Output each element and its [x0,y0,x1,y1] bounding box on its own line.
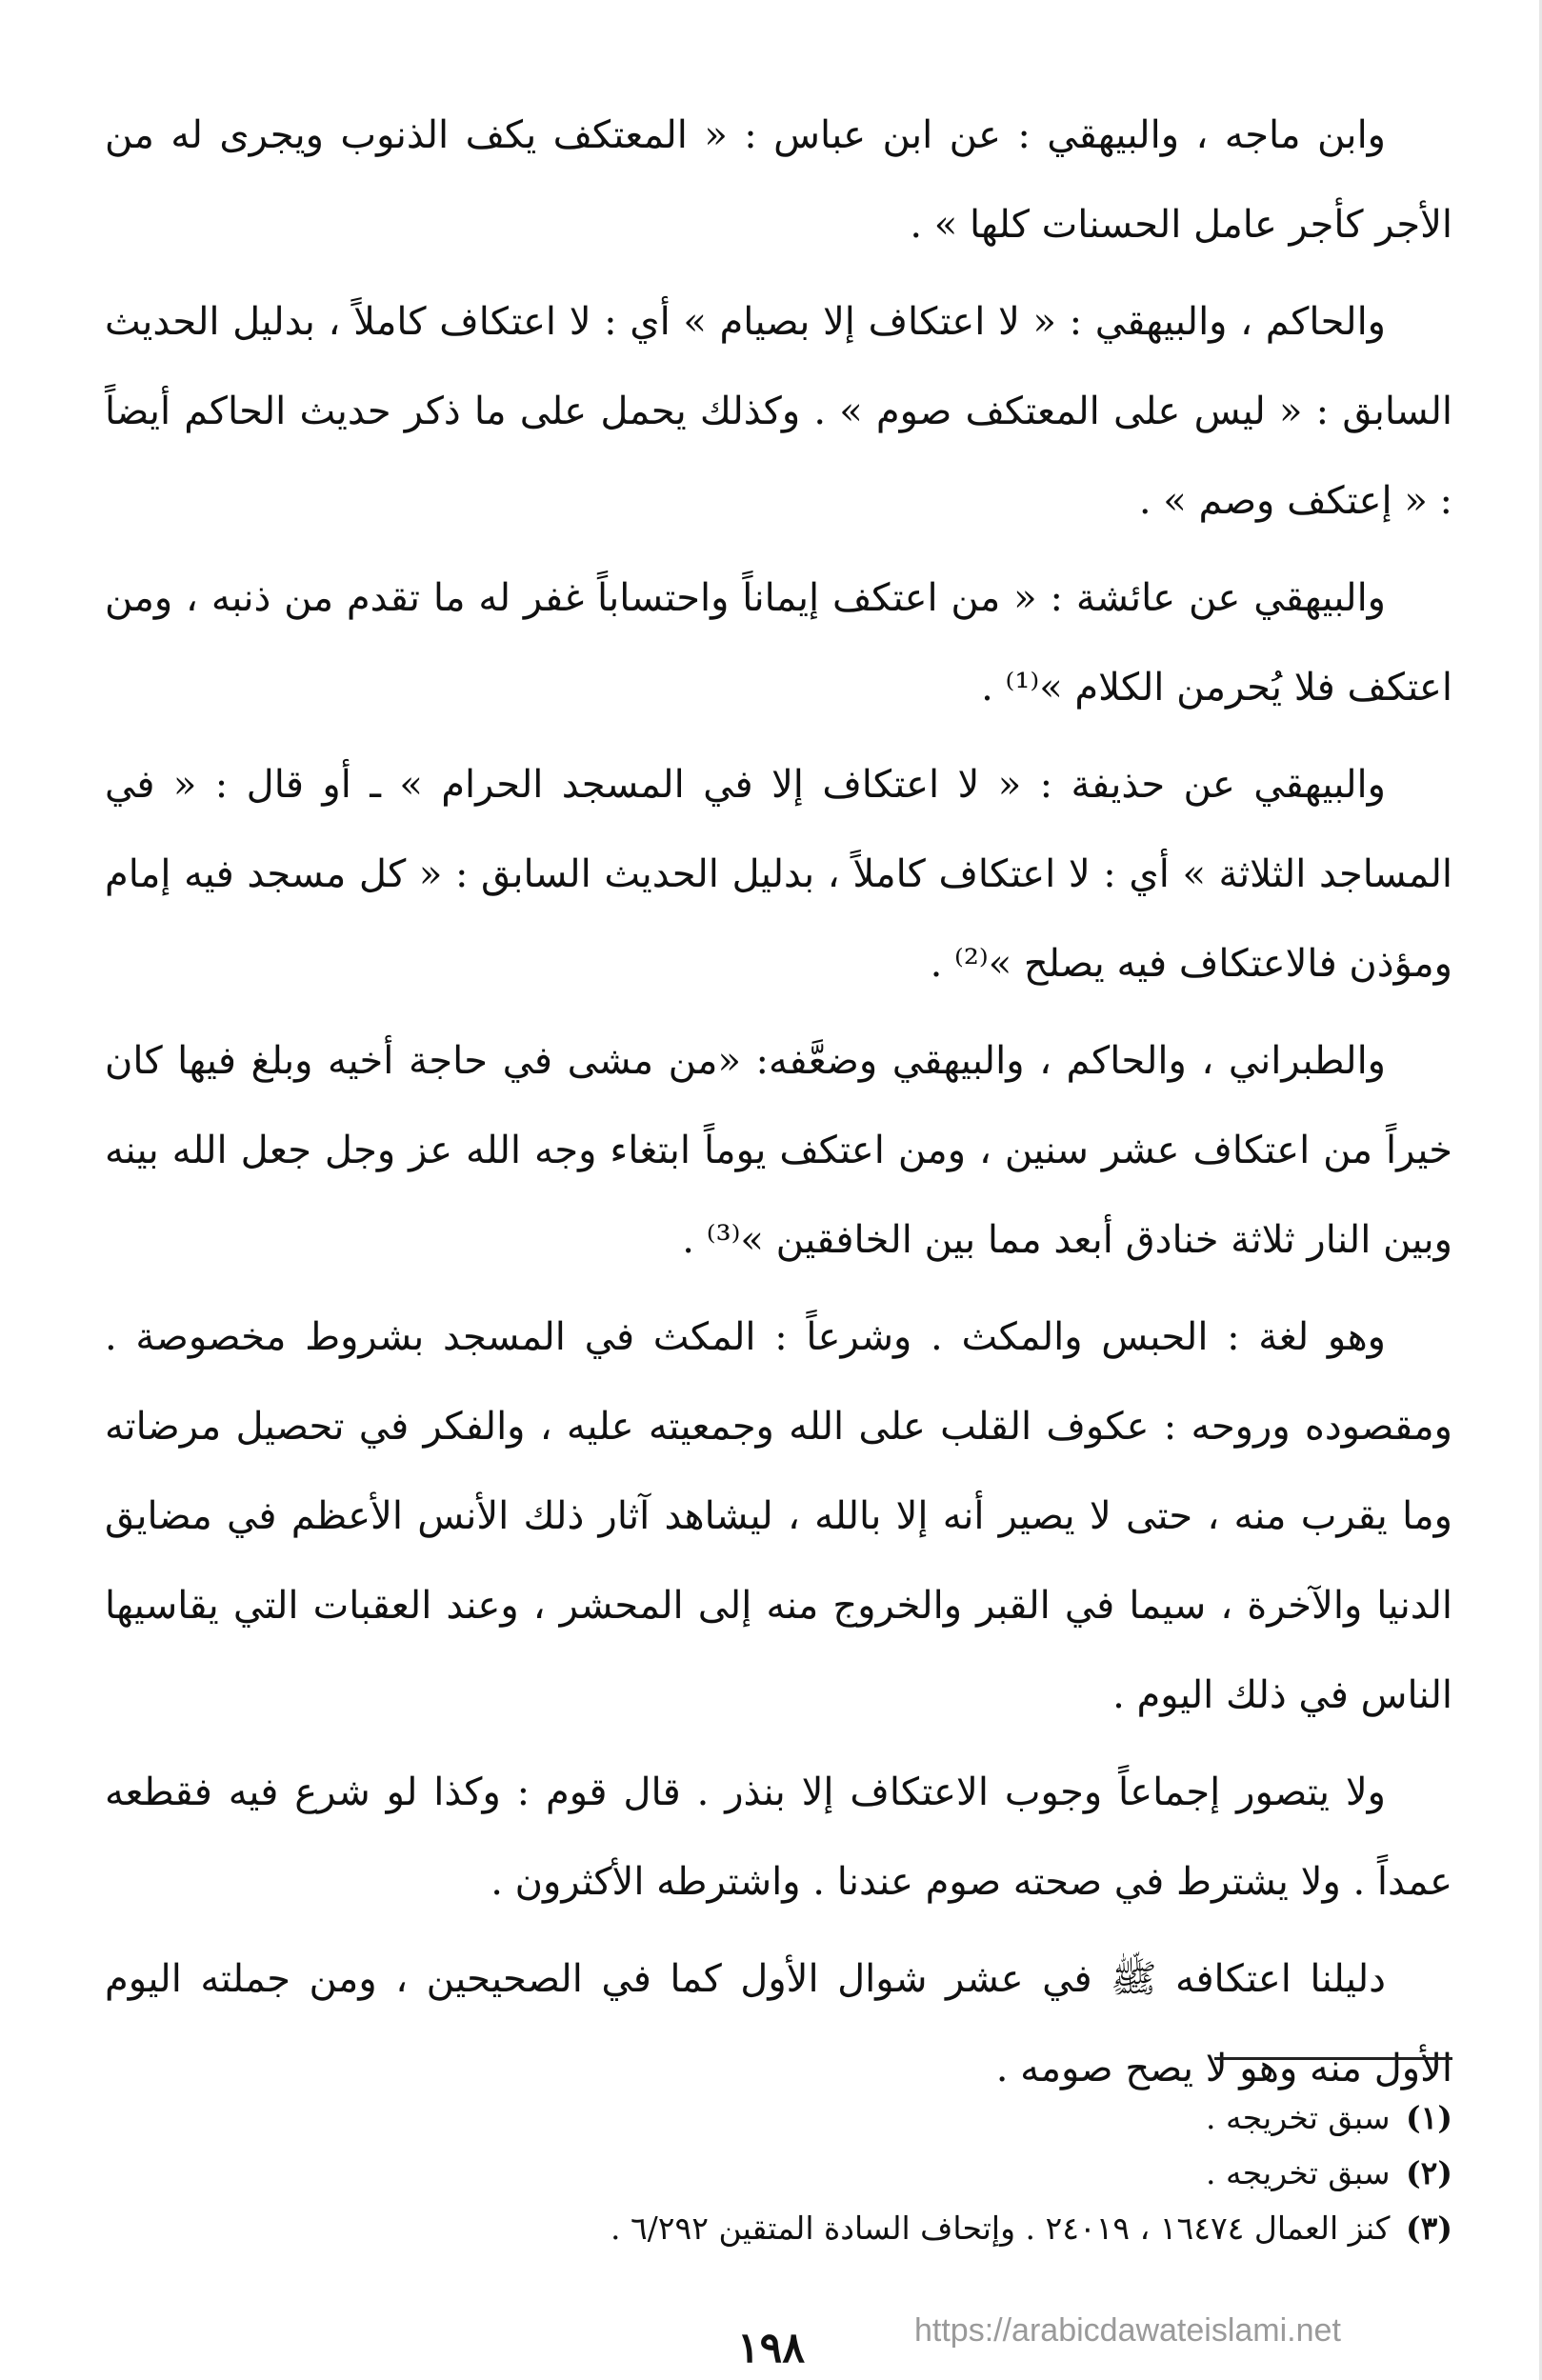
footnote-number: (٢) [1406,2154,1452,2191]
paragraph [105,553,1452,732]
paragraph-text: والحاكم ، والبيهقي : « لا اعتكاف إلا بصيام » أي : لا اعتكاف كاملاً ، بدليل الحديث السابق : « ليس على المعتكف صوم » . وكذلك يحمل على ما ذكر حديث الحاكم أيضاً : « إعتكف وصم » . [105,300,1452,523]
paragraph [105,277,1452,546]
footnote [286,2201,1452,2256]
paragraph [105,1748,1452,1927]
footnote-divider [1214,2057,1452,2060]
paragraph-text: دليلنا اعتكافه ﷺ في عشر شوال الأول كما في الصحيحين ، ومن جملته اليوم الأول منه وهو لا يصح صومه . [105,1957,1452,2090]
footnote-text: كنز العمال ١٦٤٧٤ ، ٢٤٠١٩ . وإتحاف السادة المتقين ٦/٢٩٢ . [610,2210,1391,2247]
footnote [286,2146,1452,2201]
footnotes [286,2090,1452,2256]
watermark-url: https://arabicdawateislami.net [914,2312,1341,2349]
paragraph-text: ولا يتصور إجماعاً وجوب الاعتكاف إلا بنذر . قال قوم : وكذا لو شرع فيه فقطعه عمداً . ولا يشترط في صحته صوم عندنا . واشترطه الأكثرون . [105,1770,1452,1904]
footnote [286,2090,1452,2146]
paragraph [105,1934,1452,2113]
paragraph-text: والبيهقي عن عائشة : « من اعتكف إيماناً واحتساباً غفر له ما تقدم من ذنبه ، ومن اعتكف فلا يُحرمن الكلام »⁽¹⁾ . [105,576,1452,710]
page-number: ١٩٨ [737,2324,805,2372]
main-text [105,90,1452,2121]
paragraph-text: والبيهقي عن حذيفة : « لا اعتكاف إلا في المسجد الحرام » ـ أو قال : « في المساجد الثلاثة » أي : لا اعتكاف كاملاً ، بدليل الحديث السابق : « كل مسجد فيه إمام ومؤذن فالاعتكاف فيه يصلح »⁽²⁾ . [105,763,1453,986]
paragraph [105,1016,1452,1285]
paragraph [105,90,1452,270]
footnote-text: سبق تخريجه . [1206,2154,1391,2191]
footnote-number: (٣) [1406,2210,1452,2247]
paragraph-text: وابن ماجه ، والبيهقي : عن ابن عباس : « المعتكف يكف الذنوب ويجرى له من الأجر كأجر عامل الحسنات كلها » . [105,113,1452,247]
paragraph [105,740,1452,1009]
footnote-text: سبق تخريجه . [1206,2099,1391,2136]
paragraph [105,1292,1452,1740]
footnote-number: (١) [1406,2099,1452,2136]
paragraph-text: والطبراني ، والحاكم ، والبيهقي وضعَّفه: «من مشى في حاجة أخيه وبلغ فيها كان خيراً من اعتكاف عشر سنين ، ومن اعتكف يوماً ابتغاء وجه الله عز وجل جعل الله بينه وبين النار ثلاثة خنادق أبعد مما بين الخافقين »⁽³⁾ . [105,1039,1452,1262]
paragraph-text: وهو لغة : الحبس والمكث . وشرعاً : المكث في المسجد بشروط مخصوصة . ومقصوده وروحه : عكوف القلب على الله وجمعيته عليه ، والفكر في تحصيل مرضاته وما يقرب منه ، حتى لا يصير أنه إلا بالله ، ليشاهد آثار ذلك الأنس الأعظم في مضايق الدنيا والآخرة ، سيما في القبر والخروج منه إلى المحشر ، وعند العقبات التي يقاسيها الناس في ذلك اليوم . [105,1315,1452,1717]
